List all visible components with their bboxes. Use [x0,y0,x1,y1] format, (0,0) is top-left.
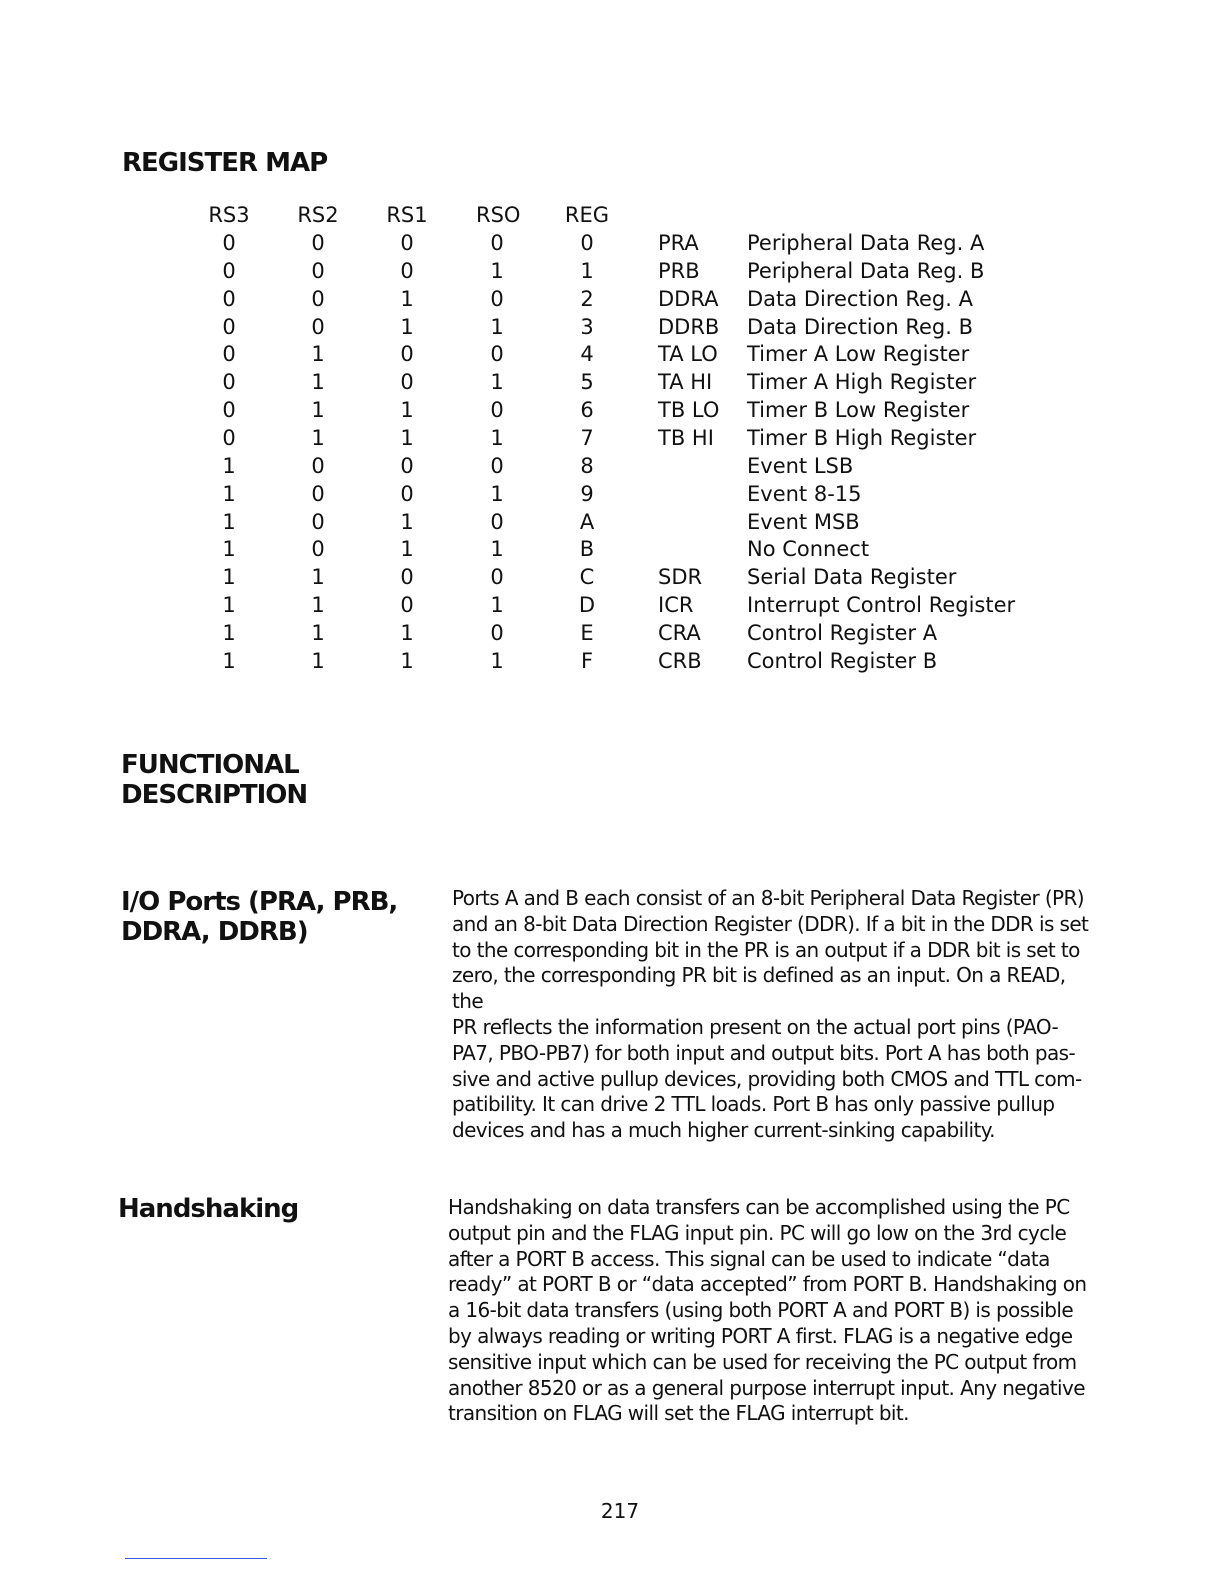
register-cell-rs0: 1 [490,258,504,283]
register-cell-desc: Serial Data Register [747,565,957,590]
register-cell-abbr: PRA [658,231,699,255]
header-rs2: RS2 [297,203,339,227]
register-cell-rs0: 0 [490,565,504,590]
register-cell-rs0: 1 [490,425,504,450]
io-ports-paragraph [452,886,1092,1144]
register-cell-rs3: 1 [222,648,236,673]
register-cell-reg: 9 [580,481,594,506]
register-cell-rs3: 0 [222,286,236,311]
register-cell-rs1: 1 [400,509,414,534]
register-cell-rs3: 0 [222,370,236,395]
register-row [0,368,1224,396]
register-cell-rs1: 0 [400,565,414,590]
header-rs0: RSO [476,203,521,227]
register-cell-abbr: TA HI [658,370,713,395]
io-ports-line: to the corresponding bit in the PR is an output if a DDR bit is set to [452,937,1080,962]
register-map-header-row [0,201,1224,229]
register-row [0,257,1224,285]
io-ports-line: patibility. It can drive 2 TTL loads. Port B has only passive pullup [452,1092,1055,1117]
register-cell-abbr: SDR [658,565,703,590]
register-cell-reg: 6 [580,398,594,423]
register-cell-abbr: CRB [658,648,702,673]
register-cell-desc: Timer A High Register [747,370,977,395]
register-row [0,480,1224,508]
register-cell-desc: Event LSB [747,453,854,478]
handshaking-line: a 16-bit data transfers (using both PORT A and PORT B) is possible [448,1298,1074,1323]
io-ports-line: zero, the corresponding PR bit is defined as an input. On a READ, the [452,963,1066,1014]
register-cell-rs0: 0 [490,231,504,255]
handshaking-line: output pin and the FLAG input pin. PC will go low on the 3rd cycle [448,1220,1067,1245]
register-row [0,563,1224,591]
register-cell-abbr: ICR [658,593,694,618]
register-cell-rs2: 1 [311,398,325,423]
register-cell-rs2: 1 [311,565,325,590]
register-row [0,340,1224,368]
register-cell-rs3: 0 [222,398,236,423]
register-cell-reg: 2 [580,286,594,311]
register-cell-rs0: 1 [490,648,504,673]
register-cell-desc: Peripheral Data Reg. A [747,231,985,255]
register-cell-rs2: 1 [311,425,325,450]
handshaking-line: another 8520 or as a general purpose interrupt input. Any negative [448,1375,1085,1400]
register-cell-rs2: 0 [311,453,325,478]
register-cell-rs3: 1 [222,565,236,590]
register-cell-desc: Control Register A [747,620,938,645]
handshaking-paragraph [448,1195,1092,1427]
register-cell-rs3: 1 [222,509,236,534]
register-cell-rs2: 0 [311,231,325,255]
register-cell-rs1: 0 [400,453,414,478]
register-cell-abbr: CRA [658,620,701,645]
register-cell-rs0: 1 [490,481,504,506]
io-ports-line: Ports A and B each consist of an 8-bit Peripheral Data Register (PR) [452,886,1085,910]
handshaking-title: Handshaking [118,1194,299,1224]
register-cell-abbr: DDRB [658,314,720,339]
register-cell-desc: Interrupt Control Register [747,593,1016,618]
register-row [0,535,1224,563]
register-cell-rs1: 1 [400,398,414,423]
register-cell-rs1: 0 [400,481,414,506]
register-cell-desc: Timer A Low Register [747,342,970,367]
register-cell-reg: 0 [580,231,594,255]
register-cell-rs0: 0 [490,342,504,367]
register-cell-rs2: 0 [311,537,325,562]
register-map-table [0,0,1224,700]
register-cell-rs0: 0 [490,509,504,534]
register-cell-rs1: 1 [400,648,414,673]
register-cell-rs3: 0 [222,342,236,367]
register-cell-rs2: 1 [311,370,325,395]
register-row [0,313,1224,341]
register-cell-reg: 4 [580,342,594,367]
register-cell-rs2: 0 [311,286,325,311]
register-cell-rs1: 1 [400,314,414,339]
io-ports-line: PR reflects the information present on the actual port pins (PAO- [452,1014,1059,1039]
register-cell-rs1: 0 [400,258,414,283]
register-cell-rs2: 0 [311,258,325,283]
header-rs3: RS3 [208,203,250,227]
register-cell-reg: D [578,593,596,618]
register-cell-rs1: 1 [400,286,414,311]
handshaking-line: Handshaking on data transfers can be accomplished using the PC [448,1195,1070,1219]
register-cell-desc: Timer B High Register [747,425,977,450]
register-cell-abbr: TB LO [658,398,720,423]
register-cell-desc: Data Direction Reg. A [747,286,973,311]
register-cell-rs1: 0 [400,593,414,618]
register-cell-desc: Event MSB [747,509,860,534]
register-cell-rs1: 0 [400,231,414,255]
register-row [0,396,1224,424]
register-cell-rs3: 1 [222,481,236,506]
io-ports-line: devices and has a much higher current-sinking capability. [452,1118,995,1143]
register-row [0,229,1224,257]
register-cell-reg: B [579,537,595,562]
register-row [0,647,1224,675]
register-cell-rs0: 0 [490,453,504,478]
register-cell-abbr: TA LO [658,342,718,367]
register-cell-rs3: 1 [222,537,236,562]
register-cell-rs0: 1 [490,537,504,562]
register-cell-rs0: 0 [490,620,504,645]
footnote-rule [125,1558,267,1559]
register-cell-desc: Data Direction Reg. B [747,314,974,339]
register-cell-abbr: PRB [658,258,700,283]
register-row [0,424,1224,452]
register-cell-rs1: 1 [400,537,414,562]
page-number: 217 [600,1499,640,1523]
register-cell-rs2: 1 [311,620,325,645]
register-cell-desc: Peripheral Data Reg. B [747,258,985,283]
register-cell-abbr: TB HI [658,425,714,450]
register-cell-rs1: 1 [400,620,414,645]
register-cell-rs0: 1 [490,314,504,339]
register-cell-rs2: 1 [311,593,325,618]
header-reg: REG [564,203,610,227]
header-rs1: RS1 [386,203,428,227]
register-cell-reg: 3 [580,314,594,339]
register-row [0,619,1224,647]
register-cell-reg: 5 [580,370,594,395]
register-cell-rs2: 1 [311,648,325,673]
register-row [0,508,1224,536]
register-cell-rs1: 1 [400,425,414,450]
register-cell-reg: A [579,509,595,534]
io-ports-title [121,887,397,947]
register-cell-reg: 7 [580,425,594,450]
register-cell-rs3: 0 [222,314,236,339]
register-row [0,285,1224,313]
register-cell-rs2: 0 [311,314,325,339]
handshaking-line: transition on FLAG will set the FLAG interrupt bit. [448,1401,909,1426]
register-cell-rs0: 0 [490,286,504,311]
register-cell-rs3: 1 [222,453,236,478]
register-cell-rs3: 0 [222,425,236,450]
functional-title-line2: DESCRIPTION [121,780,308,810]
register-row [0,591,1224,619]
register-cell-rs2: 0 [311,509,325,534]
register-cell-desc: Control Register B [747,648,938,673]
handshaking-line: ready” at PORT B or “data accepted” from PORT B. Handshaking on [448,1272,1087,1297]
register-cell-rs3: 1 [222,593,236,618]
register-cell-reg: C [579,565,595,590]
register-cell-rs3: 1 [222,620,236,645]
handshaking-line: after a PORT B access. This signal can be used to indicate “data [448,1246,1050,1271]
io-ports-line: PA7, PBO-PB7) for both input and output bits. Port A has both pas- [452,1040,1076,1065]
functional-description-title [121,750,307,810]
io-ports-line: and an 8-bit Data Direction Register (DDR). If a bit in the DDR is set [452,911,1089,936]
register-cell-rs1: 0 [400,370,414,395]
functional-title-line1: FUNCTIONAL [121,750,299,780]
register-cell-rs0: 1 [490,370,504,395]
register-cell-desc: No Connect [747,537,870,562]
register-cell-rs3: 0 [222,258,236,283]
register-cell-abbr: DDRA [658,286,719,311]
register-cell-rs2: 1 [311,342,325,367]
io-ports-title-line2: DDRA, DDRB) [121,917,308,947]
register-cell-reg: F [580,648,594,673]
register-cell-rs0: 0 [490,398,504,423]
register-cell-desc: Timer B Low Register [747,398,970,423]
register-cell-reg: E [580,620,594,645]
register-cell-rs0: 1 [490,593,504,618]
handshaking-line: by always reading or writing PORT A first. FLAG is a negative edge [448,1323,1073,1348]
register-cell-reg: 1 [580,258,594,283]
register-cell-desc: Event 8-15 [747,481,862,506]
register-cell-reg: 8 [580,453,594,478]
register-cell-rs2: 0 [311,481,325,506]
handshaking-line: sensitive input which can be used for receiving the PC output from [448,1349,1077,1374]
io-ports-line: sive and active pullup devices, providing both CMOS and TTL com- [452,1066,1082,1091]
register-map-title: REGISTER MAP [122,148,328,178]
register-row [0,452,1224,480]
register-cell-rs1: 0 [400,342,414,367]
register-cell-rs3: 0 [222,231,236,255]
io-ports-title-line1: I/O Ports (PRA, PRB, [121,887,398,917]
